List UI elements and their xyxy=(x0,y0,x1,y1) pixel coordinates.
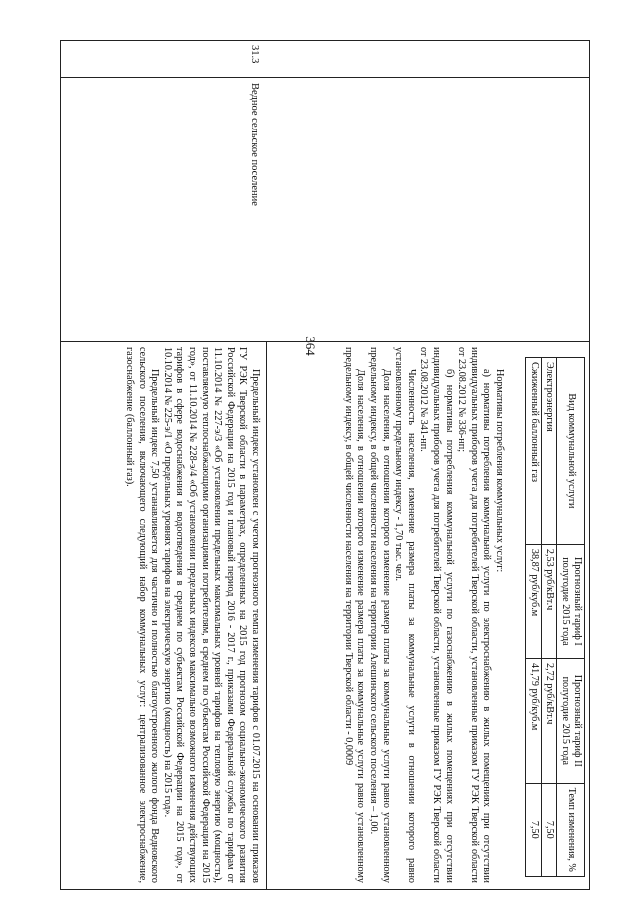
main-table xyxy=(60,40,590,890)
paragraph: Численность населения, изменение размера платы за коммунальные услуги в отношении которого равно установленному предельному индексу - 1,70 тыс. чел. xyxy=(393,347,417,883)
paragraph: б) нормативы потребления коммунальной услуги по газоснабжению в жилых помещениях при отсутствии индивидуальных приборов учета для потребителей Тверской области, установленные приказом ГУ РЭК Тверской области от 23.08.2012 № 341-нп. xyxy=(418,347,455,883)
paragraph: а) нормативы потребления коммунальной услуги по электроснабжению в жилых помещениях при отсутствии индивидуальных приборов учета для потребителей Тверской области, установленные приказом ГУ РЭК Тверской области от 23.08.2012 № 336-нп; xyxy=(456,347,493,883)
paragraph: Доля населения, в отношении которого изменение размера платы за коммунальные услуги равно установленному предельному индексу, в общей численности населения на территории Тверской области - 0,0009 xyxy=(342,347,367,883)
header-tariff-2: Прогнозный тариф II полугодие 2015 года xyxy=(557,659,585,784)
cell-service: Электроэнергия xyxy=(541,358,556,545)
cell-tariff-2: 2,72 руб/кВт.ч xyxy=(541,659,556,784)
cell-tariff-2: 41,79 руб/куб.м xyxy=(526,659,541,784)
header-service: Вид коммунальной услуги xyxy=(557,358,585,545)
cell-rate: 7,50 xyxy=(526,783,541,876)
rotated-page-content xyxy=(60,40,590,890)
tariff-table xyxy=(525,357,585,877)
column-divider xyxy=(61,77,589,78)
section-divider xyxy=(266,341,267,889)
cell-tariff-1: 38,87 руб/куб.м xyxy=(526,544,541,658)
table-row xyxy=(526,358,541,877)
page-number: 364 xyxy=(302,336,318,356)
table-row xyxy=(541,358,556,877)
norms-text-block xyxy=(341,347,505,883)
header-tariff-1: Прогнозный тариф I полугодие 2015 года xyxy=(557,544,585,658)
paragraph: Предельный индекс 7,50 устанавливается для частично и полностью благоустроенного жилого фонда Ведновского сельского поселения, включающего следующий набор коммунальных услуг: централизованное электроснабжение, газоснабжение (баллонный газ). xyxy=(124,347,161,883)
column-divider xyxy=(61,341,589,342)
paragraph: Предельный индекс установлен с учетом прогнозного темпа изменения тарифов с 01.07.2015 на основании приказов ГУ РЭК Тверской области в параметрах, определенных на 2015 год прогнозом социально-экономического развития Российской Федерации на 2015 год и плановый период 2016 - 2017 г., приказами Федеральной службы по тарифам от 11.10.2014 № 227-э/3 «Об установлении предельных максимальных уровней тарифов на тепловую энергию (мощность), поставляемую теплоснабжающими организациями потребителям, в среднем по субъектам Российской Федерации на 2015 год», от 11.10.2014 № 228-э/4 «Об установлении предельных индексов максимально возможного изменения действующих тарифов в сфере водоснабжения и водоотведения в среднем по субъектам Российской Федерации на 2015 год», от 10.10.2014 № 225-э/1 «О предельных уровнях тарифов на электрическую энергию (мощность) на 2015 год». xyxy=(161,347,261,883)
header-rate: Темп изменения, % xyxy=(557,783,585,876)
cell-rate: 7,50 xyxy=(541,783,556,876)
row-number: 31.3 xyxy=(249,45,260,64)
settlement-name: Ведное сельское поселение xyxy=(249,83,260,206)
paragraph: Нормативы потребления коммунальных услуг: xyxy=(494,369,505,573)
index-text-block xyxy=(122,347,261,883)
cell-service: Сжиженный баллонный газ xyxy=(526,358,541,545)
paragraph: Доля населения, в отношении которого изменение размера платы за коммунальные услуги равно установленному предельному индексу, в общей численности населения на территории Алешинского сельского поселения – 1,00. xyxy=(368,347,392,883)
cell-tariff-1: 2,53 руб/кВт.ч xyxy=(541,544,556,658)
